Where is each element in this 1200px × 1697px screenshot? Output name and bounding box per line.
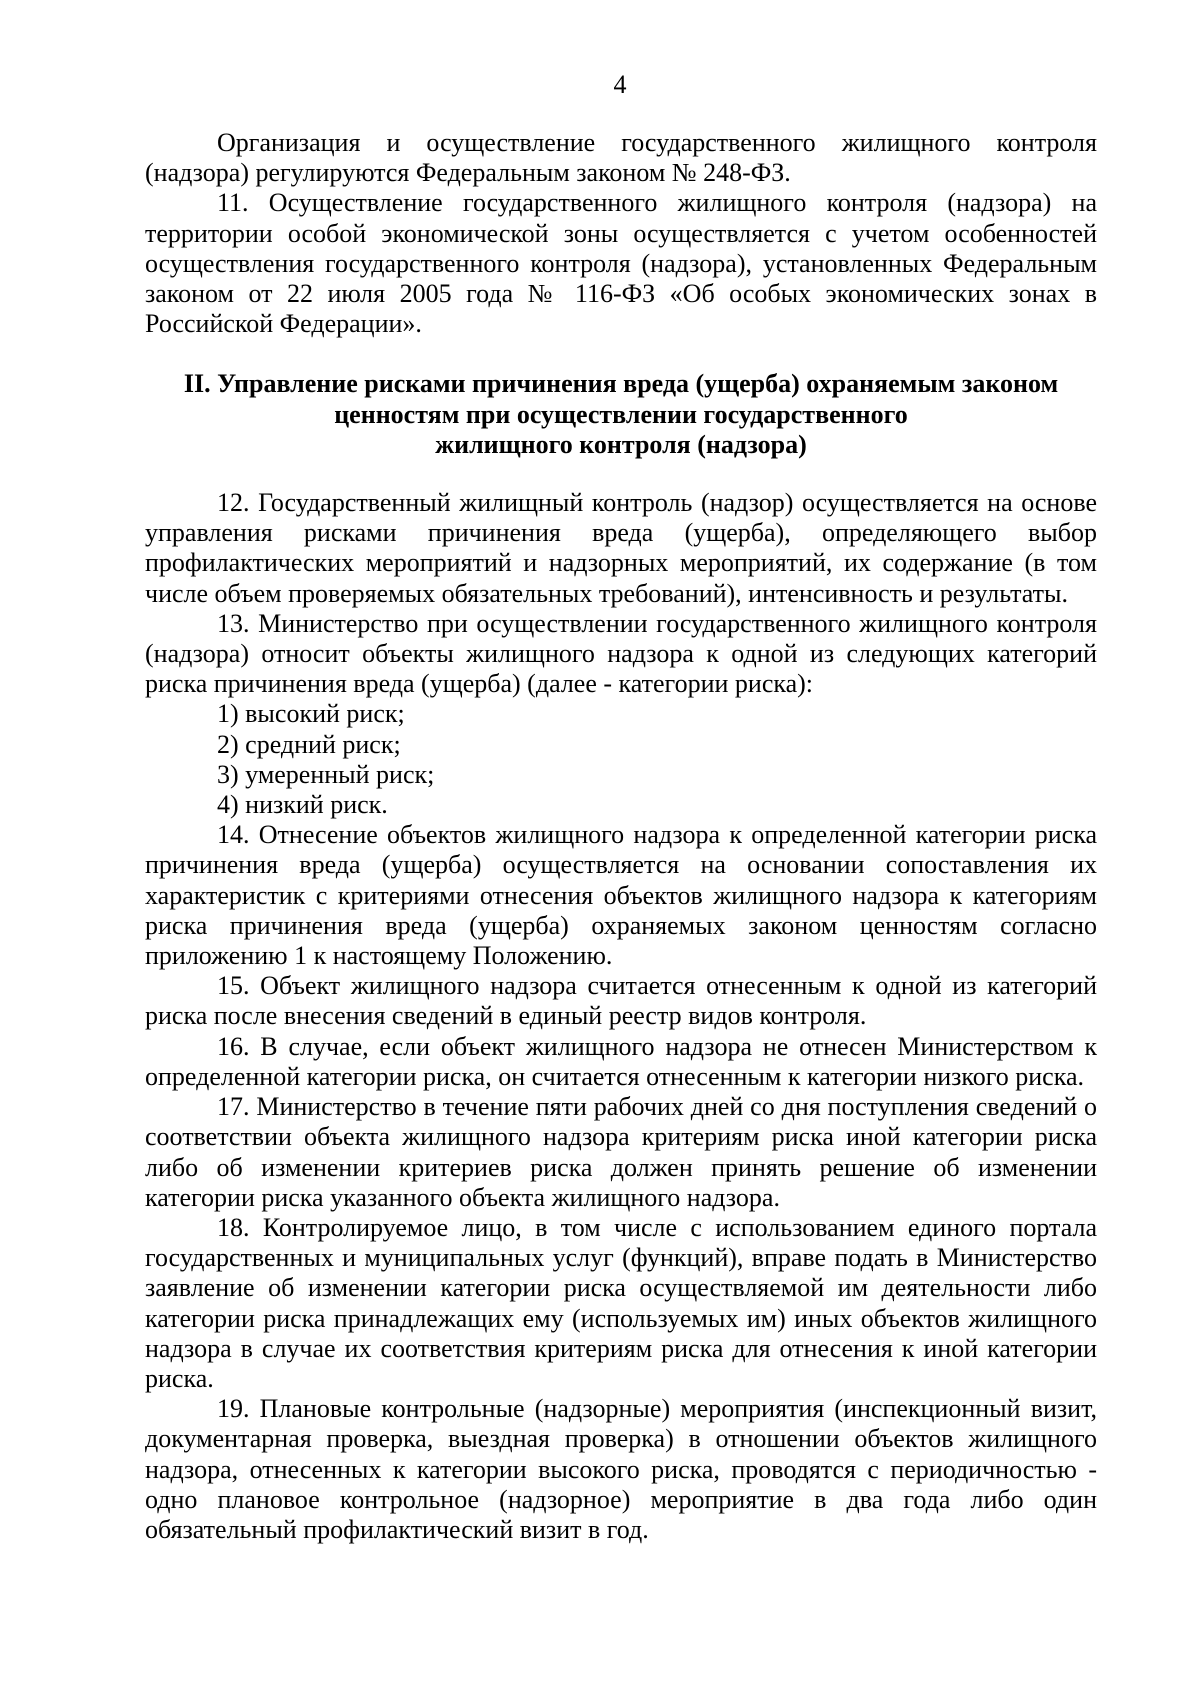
list-item: 4) низкий риск. [217, 790, 388, 820]
risk-category-list [145, 699, 1097, 820]
list-item: 3) умеренный риск; [217, 759, 435, 789]
paragraph-18: 18. Контролируемое лицо, в том числе с использованием единого портала государственных и муниципальных услуг (функций), вправе подать в Министерство заявление об изменении категории риска осуществляемой им деятельности либо категории риска принадлежащих ему (используемых им) иных объектов жилищного надзора в случае их соответствия критериям риска для отнесения к иной категории риска. [145, 1212, 1097, 1393]
document-body [145, 128, 1097, 1545]
section-heading-line-2: ценностям при осуществлении государственного [334, 399, 908, 429]
paragraph-13: 13. Министерство при осуществлении государственного жилищного контроля (надзора) относит объекты жилищного надзора к одной из следующих категорий риска причинения вреда (ущерба) (далее - категории риска): [145, 608, 1097, 699]
page-number: 4 [613, 70, 627, 99]
section-heading-line-3: жилищного контроля (надзора) [435, 429, 807, 459]
paragraph-15: 15. Объект жилищного надзора считается отнесенным к одной из категорий риска после внесения сведений в единый реестр видов контроля. [145, 971, 1097, 1031]
section-heading [145, 369, 1097, 460]
paragraph-12: 12. Государственный жилищный контроль (надзор) осуществляется на основе управления рисками причинения вреда (ущерба), определяющего выбор профилактических мероприятий и надзорных мероприятий, их содержание (в том числе объем проверяемых обязательных требований), интенсивность и результаты. [145, 488, 1097, 608]
list-item: 1) высокий риск; [217, 699, 405, 729]
paragraph-16: 16. В случае, если объект жилищного надзора не отнесен Министерством к определенной категории риска, он считается отнесенным к категории низкого риска. [145, 1031, 1097, 1091]
paragraph-17: 17. Министерство в течение пяти рабочих дней со дня поступления сведений о соответствии объекта жилищного надзора критериям риска иной категории риска либо об изменении критериев риска должен принять решение об изменении категории риска указанного объекта жилищного надзора. [145, 1092, 1097, 1212]
paragraph-19: 19. Плановые контрольные (надзорные) мероприятия (инспекционный визит, документарная проверка, выездная проверка) в отношении объектов жилищного надзора, отнесенных к категории высокого риска, проводятся с периодичностью - одно плановое контрольное (надзорное) мероприятие в два года либо один обязательный профилактический визит в год. [145, 1394, 1097, 1544]
section-heading-line-1: II. Управление рисками причинения вреда (ущерба) охраняемым законом [183, 369, 1059, 399]
paragraph-14: 14. Отнесение объектов жилищного надзора к определенной категории риска причинения вреда (ущерба) осуществляется на основании сопоставления их характеристик с критериями отнесения объектов жилищного надзора к категориям риска причинения вреда (ущерба) охраняемых законом ценностям согласно приложению 1 к настоящему Положению. [145, 820, 1097, 971]
list-item: 2) средний риск; [217, 729, 401, 759]
paragraph-11: 11. Осуществление государственного жилищного контроля (надзора) на территории особой экономической зоны осуществляется с учетом особенностей осуществления государственного контроля (надзора), установленных Федеральным законом от 22 июля 2005 года № 116-ФЗ «Об особых экономических зонах в Российской Федерации». [145, 188, 1097, 339]
paragraph-regulation: Организация и осуществление государственного жилищного контроля (надзора) регулируются Федеральным законом № 248-ФЗ. [145, 128, 1097, 188]
